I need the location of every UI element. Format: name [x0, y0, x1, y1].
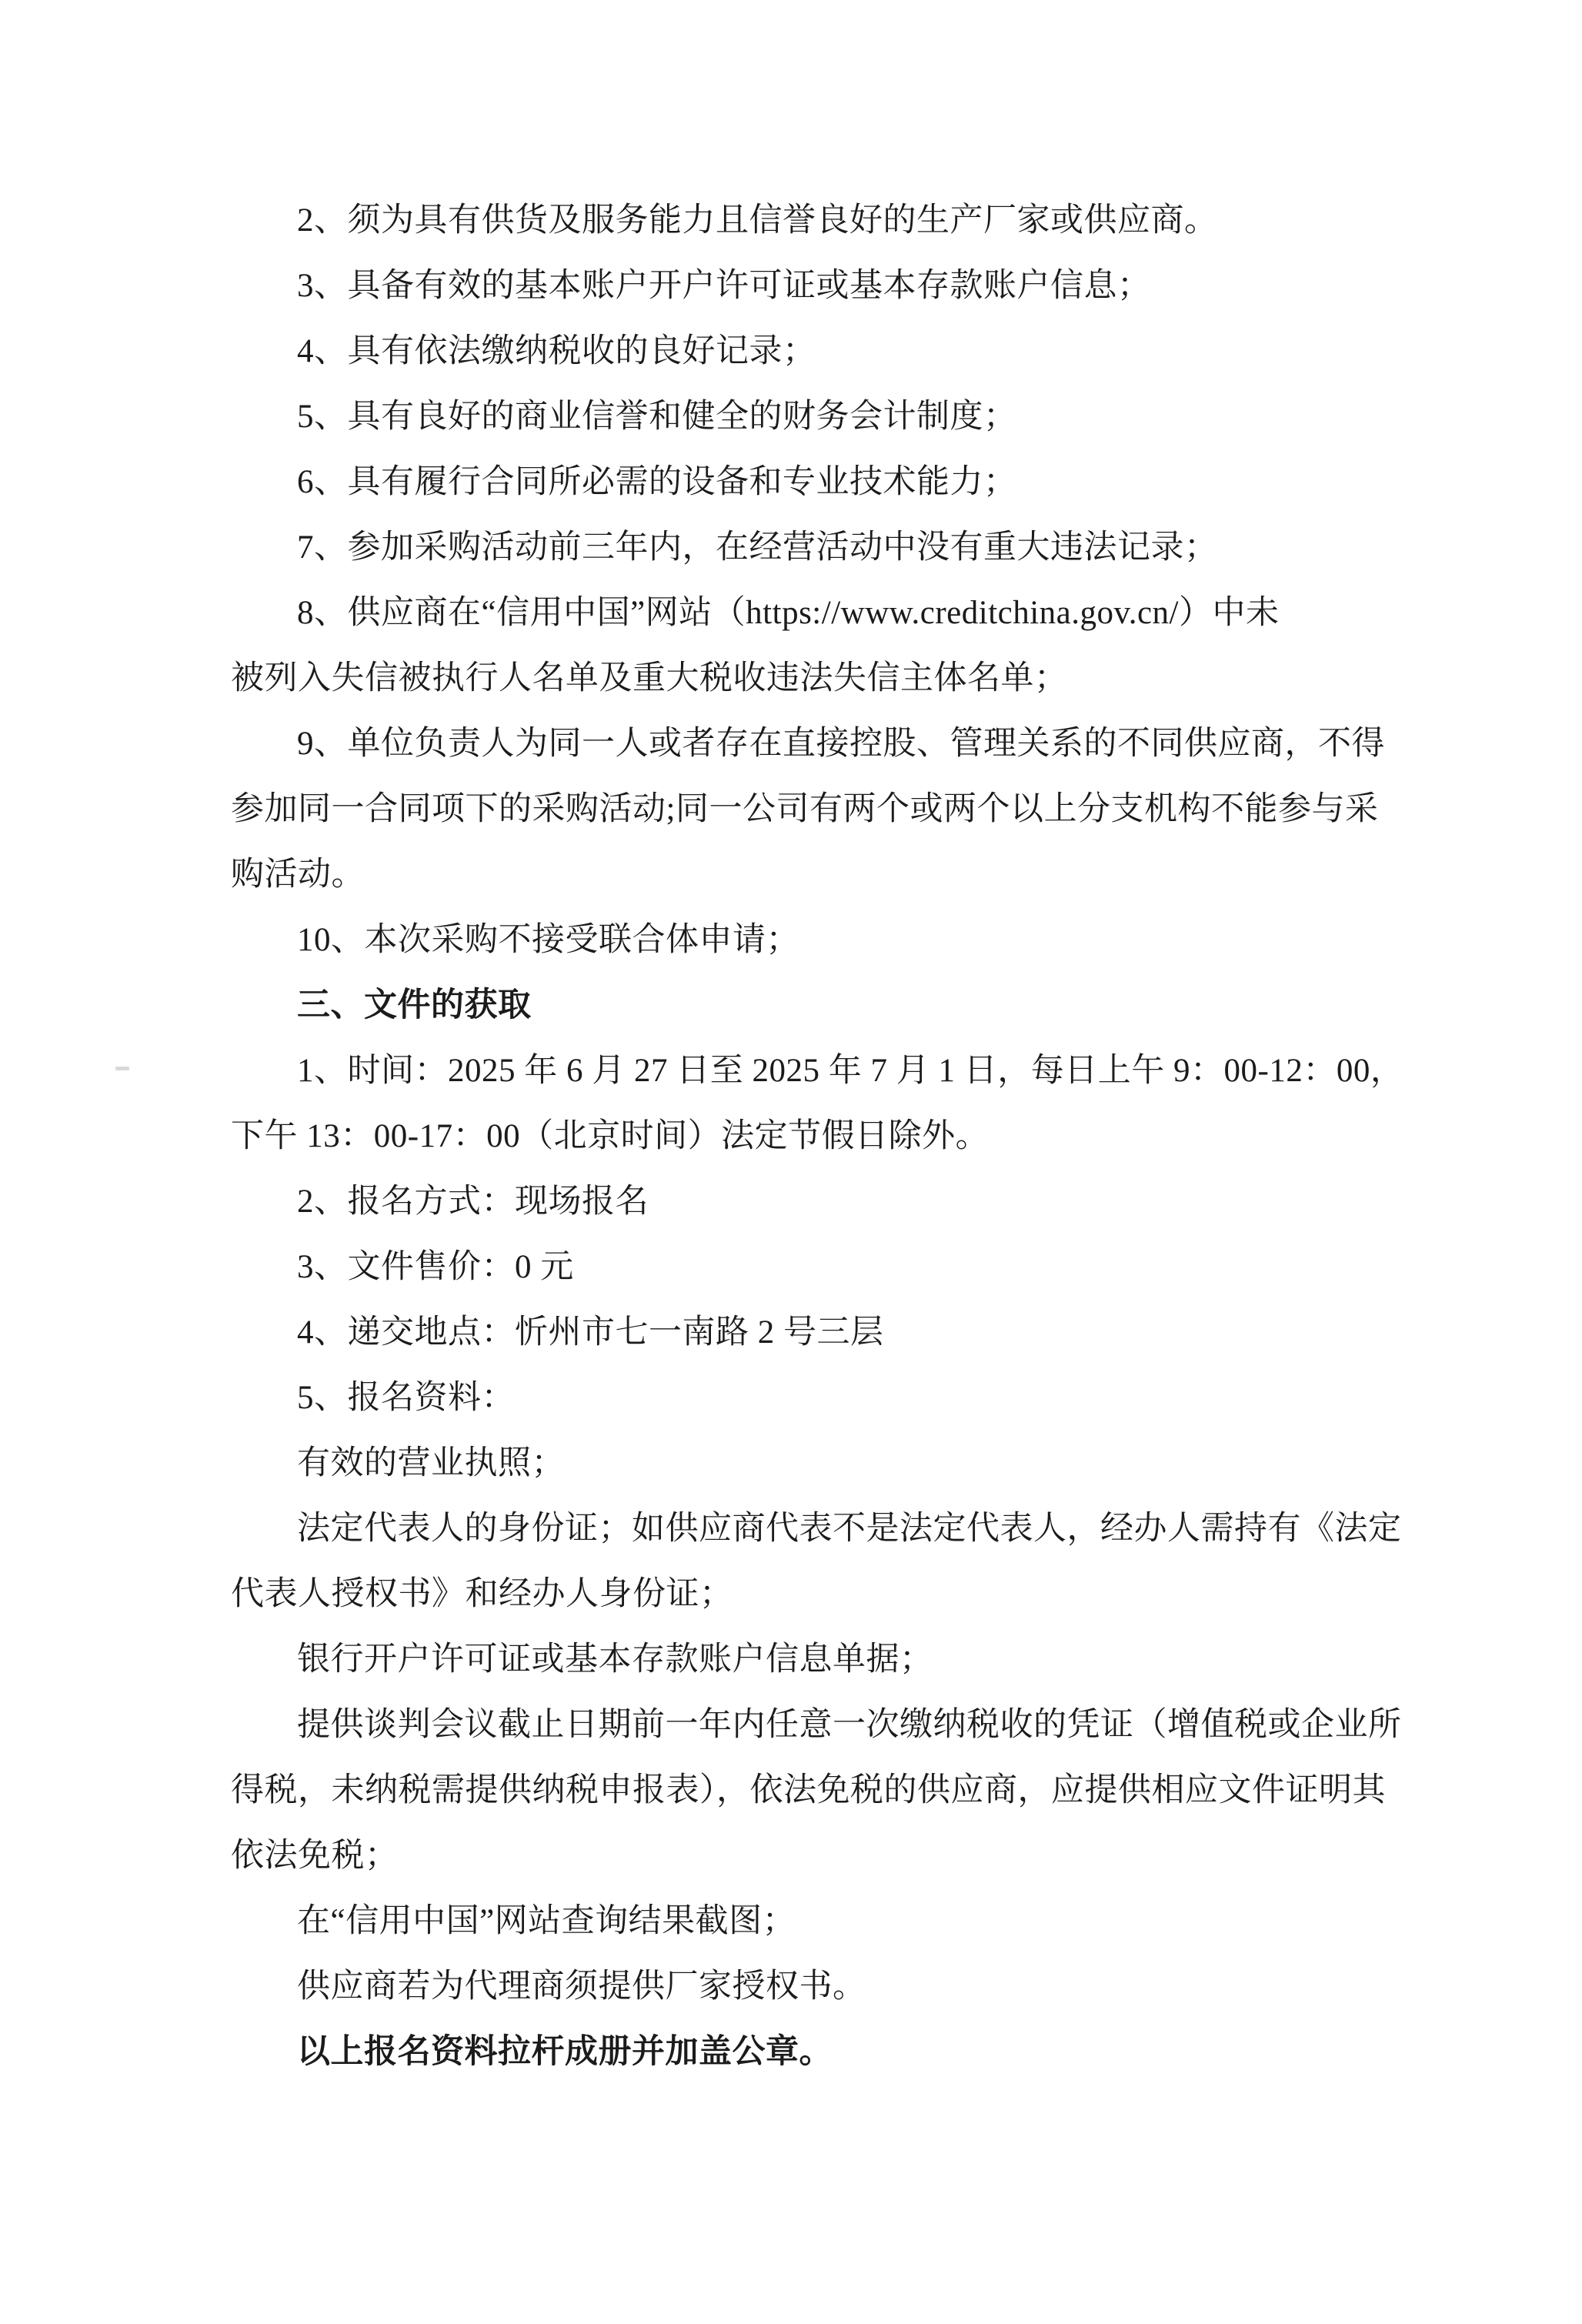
document-line: 3、文件售价：0 元 — [297, 1249, 574, 1285]
document-line: 10、本次采购不接受联合体申请； — [297, 922, 799, 958]
document-line: 5、具有良好的商业信誉和健全的财务会计制度； — [297, 399, 1017, 435]
document-line: 依法免税； — [231, 1838, 399, 1874]
document-line: 6、具有履行合同所必需的设备和专业技术能力； — [297, 464, 1017, 500]
document-line: 4、具有依法缴纳税收的良好记录； — [297, 333, 816, 369]
document-line: 银行开户许可证或基本存款账户信息单据； — [297, 1641, 933, 1678]
scan-artifact — [115, 1067, 129, 1070]
document-line: 1、时间：2025 年 6 月 27 日至 2025 年 7 月 1 日，每日上午 9：00-12：00， — [297, 1053, 1404, 1089]
document-line: 2、须为具有供货及服务能力且信誉良好的生产厂家或供应商。 — [297, 202, 1218, 239]
document-line: 5、报名资料： — [297, 1380, 515, 1416]
document-line: 下午 13：00-17：00（北京时间）法定节假日除外。 — [231, 1118, 990, 1154]
document-line: 购活动。 — [231, 856, 365, 893]
document-line: 以上报名资料拉杆成册并加盖公章。 — [297, 2034, 833, 2070]
document-line: 提供谈判会议截止日期前一年内任意一次缴纳税收的凭证（增值税或企业所 — [297, 1707, 1402, 1743]
document-body — [231, 188, 1404, 2085]
document-line: 参加同一合同项下的采购活动;同一公司有两个或两个以上分支机构不能参与采 — [231, 791, 1379, 827]
document-line: 4、递交地点：忻州市七一南路 2 号三层 — [297, 1314, 884, 1351]
document-line: 被列入失信被执行人名单及重大税收违法失信主体名单； — [231, 660, 1068, 696]
document-line: 8、供应商在“信用中国”网站（https://www.creditchina.gov.cn/）中未 — [297, 595, 1280, 631]
document-line: 得税，未纳税需提供纳税申报表），依法免税的供应商，应提供相应文件证明其 — [231, 1772, 1386, 1808]
document-line: 7、参加采购活动前三年内，在经营活动中没有重大违法记录； — [297, 529, 1218, 566]
document-line: 三、文件的获取 — [297, 987, 532, 1023]
document-line: 3、具备有效的基本账户开户许可证或基本存款账户信息； — [297, 268, 1151, 304]
document-line: 法定代表人的身份证；如供应商代表不是法定代表人，经办人需持有《法定 — [297, 1511, 1402, 1547]
document-line: 供应商若为代理商须提供厂家授权书。 — [297, 1968, 866, 2005]
document-line: 9、单位负责人为同一人或者存在直接控股、管理关系的不同供应商，不得 — [297, 726, 1385, 762]
document-line: 在“信用中国”网站查询结果截图； — [297, 1903, 796, 1939]
document-line: 有效的营业执照； — [297, 1445, 565, 1481]
document-line: 2、报名方式：现场报名 — [297, 1184, 649, 1220]
document-line: 代表人授权书》和经办人身份证； — [231, 1576, 733, 1612]
